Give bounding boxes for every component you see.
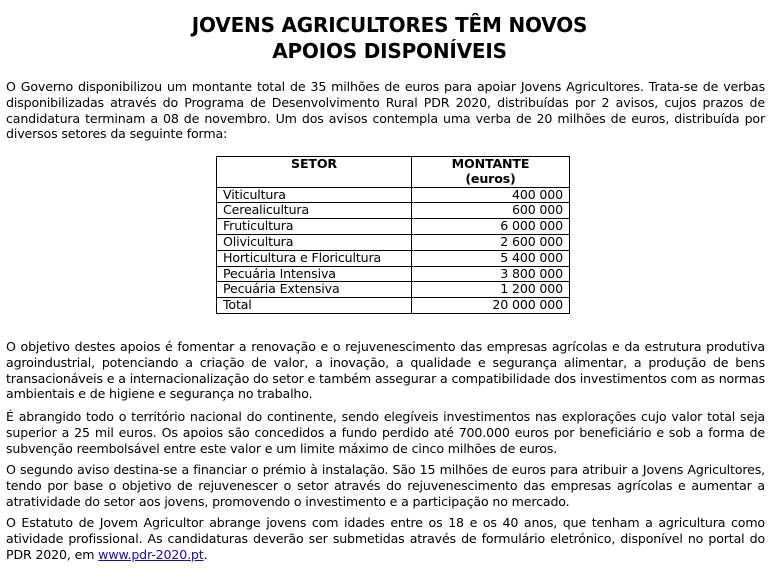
- second-notice-paragraph: O segundo aviso destina-se a financiar o prémio à instalação. São 15 milhões de euros para atribuir a Jovens Agricultores, tendo por base o objetivo de rejuvenescer o setor através do rejuvenescimento das empresas agrícolas e aumentar a atratividade do setor aos jovens, promovendo o investimento e a participação no mercado.: [6, 462, 765, 509]
- header-amount-label: MONTANTE: [451, 156, 530, 171]
- objectives-paragraph: O objetivo destes apoios é fomentar a renovação e o rejuvenescimento das empresas agrícolas e da estrutura produtiva agroindustrial, potenciando a criação de valor, a inovação, a qualidade e segurança alimentar, a produção de bens transacionáveis e a internacionalização do setor e também assegurar a compatibilidade dos investimentos com as normas ambientais e de higiene e segurança no trabalho.: [6, 339, 765, 402]
- sector-cell: Olivicultura: [217, 234, 412, 250]
- statute-suffix: .: [203, 546, 208, 562]
- intro-paragraph: O Governo disponibilizou um montante total de 35 milhões de euros para apoiar Jovens Agricultores. Trata-se de verbas disponibilizadas através do Programa de Desenvolvimento Rural PDR 2020, distribuídas por 2 avisos, cujos prazos de candidatura terminam a 08 de novembro. Um dos avisos contempla uma verba de 20 milhões de euros, distribuída por diversos setores da seguinte forma:: [6, 79, 765, 142]
- sector-cell: Pecuária Extensiva: [217, 282, 412, 298]
- pdr-2020-link[interactable]: www.pdr-2020.pt: [98, 546, 204, 562]
- amount-cell: 400 000: [412, 187, 570, 203]
- amount-cell: 5 400 000: [412, 250, 570, 266]
- table-header-row: [217, 157, 570, 188]
- header-sector: SETOR: [217, 157, 412, 188]
- eligibility-paragraph: É abrangido todo o território nacional do continente, sendo elegíveis investimentos nas explorações cujo valor total seja superior a 25 mil euros. Os apoios são concedidos a fundo perdido até 700.000 euros por beneficiário e sob a forma de subvenção reembolsável entre este valor e um limite máximo de cinco milhões de euros.: [6, 409, 765, 456]
- table-total-row: [217, 298, 570, 314]
- title-line-1: JOVENS AGRICULTORES TÊM NOVOS: [191, 13, 588, 37]
- amount-cell: 3 800 000: [412, 266, 570, 282]
- amount-cell: 2 600 000: [412, 234, 570, 250]
- table-row: [217, 203, 570, 219]
- table-row: [217, 282, 570, 298]
- table-row: [217, 219, 570, 235]
- total-amount-cell: 20 000 000: [412, 298, 570, 314]
- sector-cell: Horticultura e Floricultura: [217, 250, 412, 266]
- statute-paragraph: [6, 515, 765, 562]
- amount-cell: 6 000 000: [412, 219, 570, 235]
- statute-text: O Estatuto de Jovem Agricultor abrange jovens com idades entre os 18 e os 40 anos, que tenham a agricultura como atividade profissional. As candidaturas deverão ser submetidas através de formulário eletrónico, disponível no portal do PDR 2020, em: [6, 515, 765, 562]
- sector-cell: Viticultura: [217, 187, 412, 203]
- amount-cell: 600 000: [412, 203, 570, 219]
- sector-cell: Fruticultura: [217, 219, 412, 235]
- table-row: [217, 234, 570, 250]
- table-row: [217, 250, 570, 266]
- header-amount-unit: (euros): [465, 170, 516, 186]
- total-label-cell: Total: [217, 298, 412, 314]
- table-row: [217, 266, 570, 282]
- table-row: [217, 187, 570, 203]
- header-amount: [412, 157, 570, 188]
- sector-cell: Pecuária Intensiva: [217, 266, 412, 282]
- page-title: [0, 12, 779, 64]
- title-line-2: APOIOS DISPONÍVEIS: [272, 39, 507, 63]
- sector-cell: Cerealicultura: [217, 203, 412, 219]
- sector-amount-table: [216, 156, 570, 314]
- amount-cell: 1 200 000: [412, 282, 570, 298]
